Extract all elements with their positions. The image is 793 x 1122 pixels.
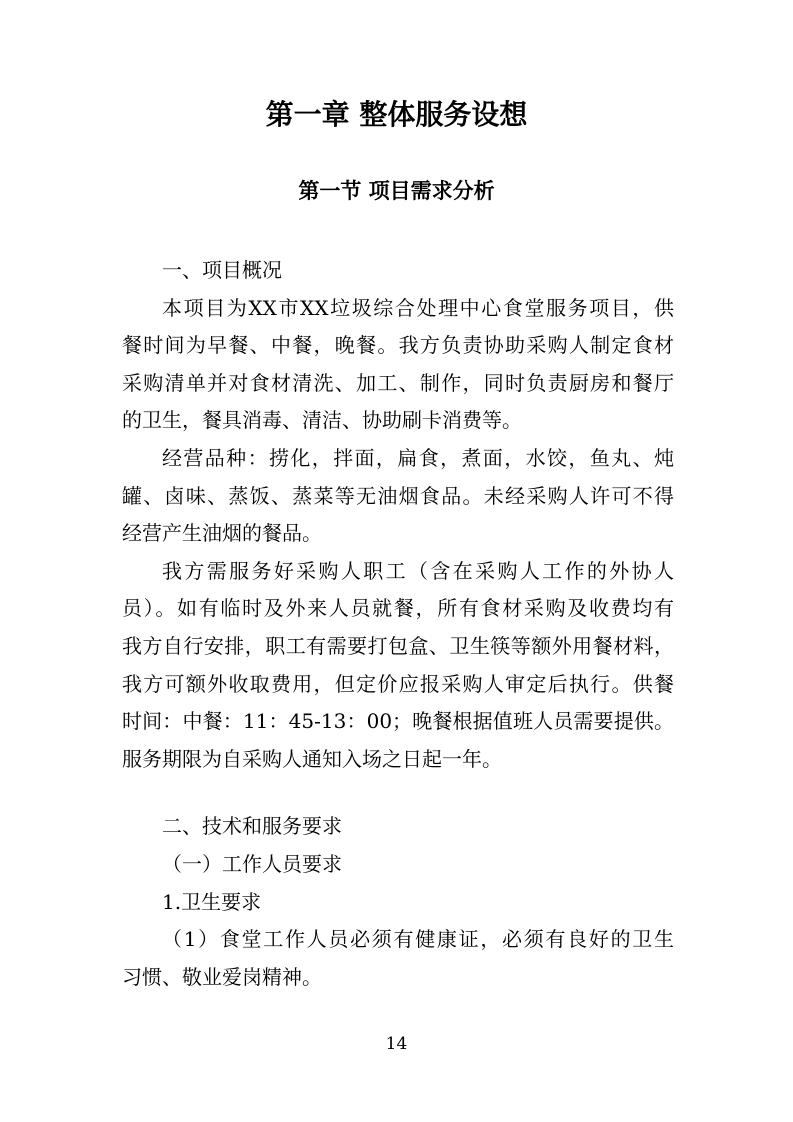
chapter-title: 第一章 整体服务设想 bbox=[265, 98, 528, 131]
section-gap bbox=[122, 778, 674, 808]
paragraph-line: 经营产生油烟的餐品。 bbox=[122, 521, 322, 546]
paragraph-line: 经营品种：捞化，拌面，扁食，煮面，水饺，鱼丸、炖 bbox=[162, 445, 674, 470]
paragraph-line: 餐时间为早餐、中餐，晚餐。我方负责协助采购人制定食材 bbox=[122, 333, 674, 358]
paragraph-line: 的卫生，餐具消毒、清洁、协助刷卡消费等。 bbox=[122, 408, 522, 433]
document-body bbox=[122, 252, 674, 996]
paragraph-line: 我方可额外收取费用，但定价应报采购人审定后执行。供餐 bbox=[122, 671, 674, 696]
paragraph-line: 员）。如有临时及外来人员就餐，所有食材采购及收费均有 bbox=[122, 596, 674, 621]
page-number: 14 bbox=[385, 1034, 408, 1054]
paragraph-line: 服务期限为自采购人通知入场之日起一年。 bbox=[122, 746, 502, 771]
heading-staff-requirements: （一）工作人员要求 bbox=[162, 851, 342, 876]
paragraph-line: 本项目为XX市XX垃圾综合处理中心食堂服务项目，供 bbox=[162, 295, 674, 320]
paragraph-line: 罐、卤味、蒸饭、蒸菜等无油烟食品。未经采购人许可不得 bbox=[122, 483, 674, 508]
heading-hygiene-requirements: 1.卫生要求 bbox=[162, 889, 262, 914]
heading-project-overview: 一、项目概况 bbox=[162, 258, 282, 282]
paragraph-line: （1）食堂工作人员必须有健康证，必须有良好的卫生 bbox=[162, 927, 674, 952]
paragraph-line: 我方需服务好采购人职工（含在采购人工作的外协人 bbox=[162, 558, 674, 583]
paragraph-line: 我方自行安排，职工有需要打包盒、卫生筷等额外用餐材料， bbox=[122, 633, 674, 658]
section-title: 第一节 项目需求分析 bbox=[298, 179, 495, 203]
paragraph-line: 时间：中餐：11：45-13：00；晚餐根据值班人员需要提供。 bbox=[122, 709, 674, 734]
heading-tech-service-requirements: 二、技术和服务要求 bbox=[162, 814, 342, 839]
paragraph-line: 习惯、敬业爱岗精神。 bbox=[122, 964, 322, 989]
paragraph-line: 采购清单并对食材清洗、加工、制作，同时负责厨房和餐厅 bbox=[122, 370, 674, 395]
